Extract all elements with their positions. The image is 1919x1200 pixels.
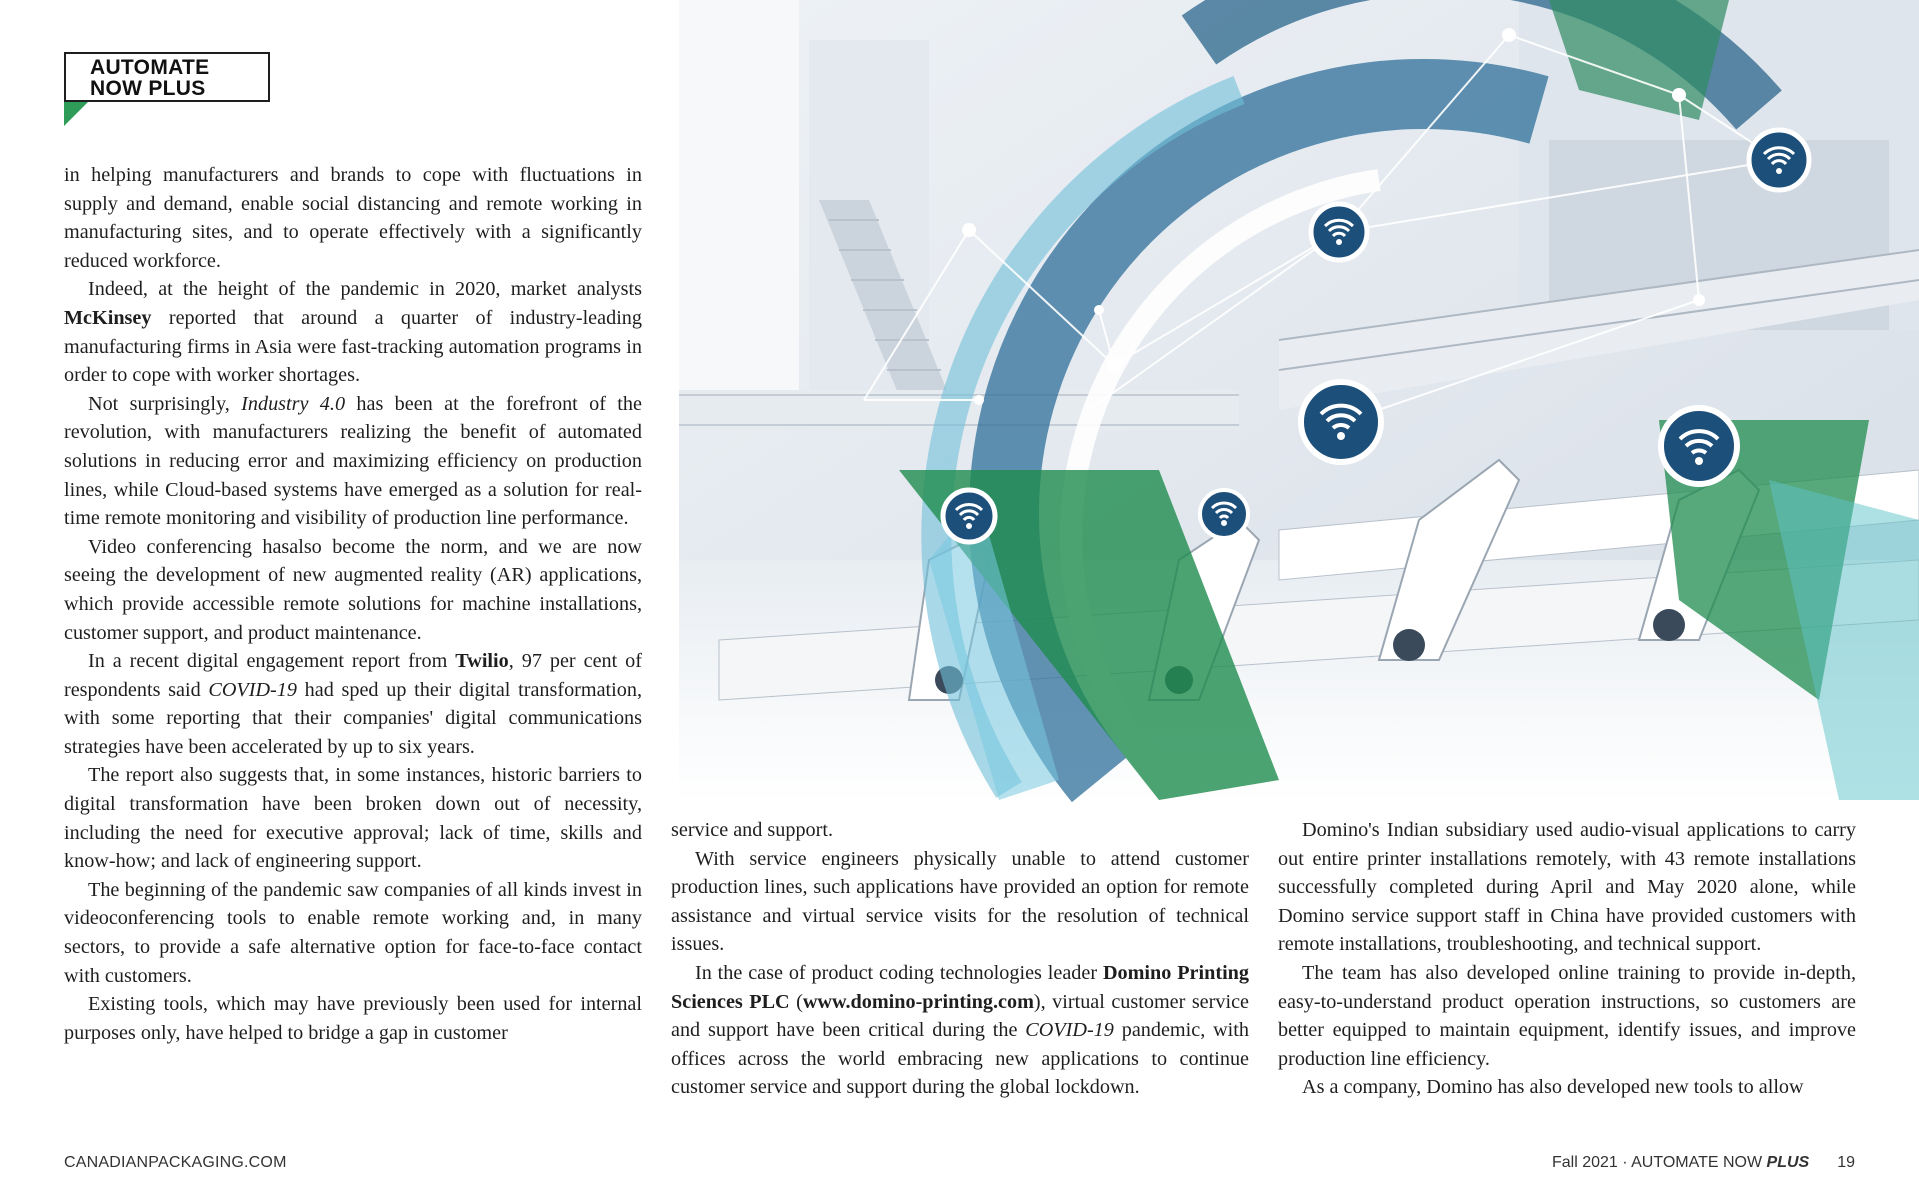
article-column-3 — [1278, 816, 1856, 1102]
logo-line-2: NOW PLUS — [90, 77, 206, 100]
logo-text — [90, 57, 209, 99]
wifi-icon — [943, 490, 995, 542]
page-number: 19 — [1837, 1154, 1855, 1171]
paragraph: in helping manufacturers and brands to cope with fluctuations in supply and demand, enable social distancing and remote working in manufacturing sites, and to operate effectively with a significantly reduced workforce. — [64, 164, 642, 272]
text-span: Indeed, at the height of the pandemic in 2020, market analysts — [88, 278, 642, 301]
text-span: In the case of product coding technologies leader — [695, 961, 1103, 984]
italic-term: COVID-19 — [1025, 1019, 1114, 1042]
italic-term: COVID-19 — [208, 678, 297, 701]
paragraph: As a company, Domino has also developed new tools to allow — [1302, 1076, 1804, 1099]
wifi-icon — [1301, 382, 1381, 462]
paragraph: With service engineers physically unable to attend customer production lines, such applications have provided an option for remote assistance and virtual service visits for the resolution of technical issues. — [671, 847, 1249, 956]
paragraph: Video conferencing hasalso become the norm, and we are now seeing the development of new augmented reality (AR) applications, which provide accessible remote solutions for machine installations, customer support, and product maintenance. — [64, 535, 642, 644]
paragraph — [64, 647, 642, 761]
wifi-icon — [1749, 130, 1809, 190]
magazine-logo — [64, 52, 270, 102]
hero-image — [679, 0, 1919, 802]
company-name: McKinsey — [64, 306, 152, 329]
text-span: ( — [789, 990, 803, 1013]
paragraph — [64, 275, 642, 389]
paragraph — [671, 959, 1249, 1102]
article-column-1 — [64, 161, 642, 1047]
text-span: had sped up their digital transformation, with some reporting that their companies' digital communications strategies have been accelerated by up to six years. — [64, 678, 643, 758]
wifi-icon — [1311, 204, 1367, 260]
footer-issue-info — [1552, 1154, 1855, 1172]
paragraph: Domino's Indian subsidiary used audio-visual applications to carry out entire printer installations remotely, with 43 remote installations successfully completed during April and May 2020 alone, while Domino service support staff in China have provided customers with remote installations, troubleshooting, and technical support. — [1278, 819, 1856, 956]
paragraph: The report also suggests that, in some instances, historic barriers to digital transformation have been broken down out of necessity, including the need for executive approval; lack of time, skills and know-how; and lack of engineering support. — [64, 764, 642, 873]
text-span: , 97 per cent of respondents said — [64, 650, 642, 701]
article-column-2 — [671, 816, 1249, 1102]
text-span: Not surprisingly, — [88, 392, 242, 415]
logo-accent-tab — [64, 102, 88, 126]
text-span: ), virtual customer service and support have been critical during the — [671, 990, 1249, 1042]
paragraph — [64, 390, 642, 533]
paragraph: The team has also developed online training to provide in-depth, easy-to-understand product operation instructions, so customers are better equipped to maintain equipment, identify issues, and improve production line efficiency. — [1278, 961, 1856, 1070]
paragraph: The beginning of the pandemic saw companies of all kinds invest in videoconferencing tools to enable remote working and, in many sectors, to provide a safe alternative option for face-to-face contact with customers. — [64, 878, 642, 987]
italic-term: Industry 4.0 — [241, 392, 346, 415]
footer-site-url: CANADIANPACKAGING.COM — [64, 1154, 287, 1171]
paragraph: service and support. — [671, 819, 834, 841]
company-url: www.domino-printing.com — [802, 990, 1034, 1013]
text-span: pandemic, with offices across the world embracing new applications to continue customer service and support during the global lockdown. — [671, 1019, 1249, 1099]
text-span: has been at the forefront of the revolution, with manufacturers realizing the benefit of automated solutions in reducing error and maximizing efficiency on production lines, while Cloud-based systems have emerged as a solution for real-time remote monitoring and visibility of production line performance. — [64, 392, 642, 530]
wifi-icon — [1661, 408, 1737, 484]
company-name: Domino Printing Sciences PLC — [671, 961, 1250, 1013]
text-span: reported that around a quarter of industry-leading manufacturing firms in Asia were fast-tracking automation programs in order to cope with worker shortages. — [64, 306, 642, 387]
company-name: Twilio — [455, 650, 509, 673]
logo-line-1: AUTOMATE — [90, 56, 210, 79]
paragraph: Existing tools, which may have previously been used for internal purposes only, have helped to bridge a gap in customer — [64, 993, 642, 1044]
wifi-icon — [1200, 490, 1248, 538]
footer-issue-text: Fall 2021 · AUTOMATE NOW — [1551, 1154, 1767, 1171]
factory-illustration — [679, 0, 1919, 802]
text-span: In a recent digital engagement report from — [88, 650, 456, 673]
footer-plus-text: PLUS — [1766, 1154, 1810, 1171]
